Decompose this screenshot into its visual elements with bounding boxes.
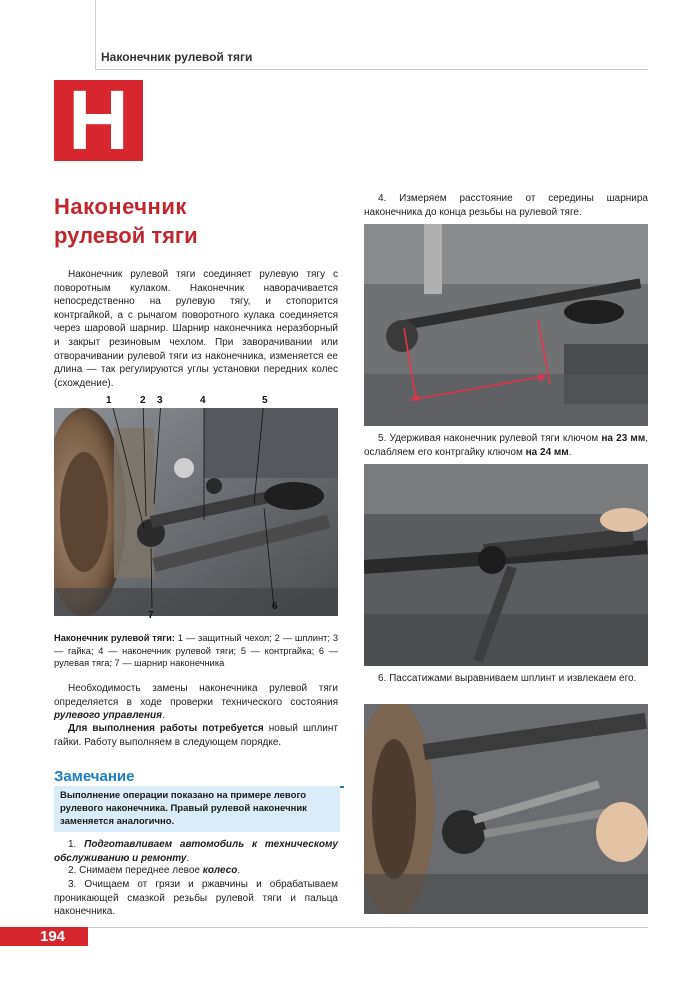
body-paragraph-1 bbox=[54, 682, 338, 723]
intro-paragraph bbox=[54, 268, 338, 390]
footer-divider bbox=[88, 927, 648, 928]
section-letter-badge bbox=[54, 73, 143, 167]
page-number: 194 bbox=[40, 928, 66, 945]
figure-main-caption bbox=[54, 632, 338, 670]
measure-distance-illustration bbox=[364, 224, 648, 426]
page-title-line1: Наконечник bbox=[54, 194, 187, 219]
step-5-end: . bbox=[568, 446, 572, 458]
step-5-size-1: на 23 мм bbox=[601, 433, 646, 444]
figure-main-photo bbox=[54, 408, 338, 616]
body-p1-end: . bbox=[162, 710, 165, 722]
page-title bbox=[54, 192, 314, 250]
step-2-text: 2. Снимаем переднее левое bbox=[68, 865, 203, 876]
body-p2-bold: Для выполнения работы потребуется bbox=[68, 723, 264, 734]
figure-step6-photo bbox=[364, 704, 648, 914]
step-3 bbox=[54, 878, 338, 919]
step-1-end: . bbox=[186, 852, 190, 864]
link-steering-control[interactable]: рулевого управления bbox=[54, 710, 163, 722]
callout-5: 5 bbox=[262, 395, 268, 406]
caption-text: 1 — защитный чехол; 2 — шплинт; 3 — гайка; 4 — наконечник рулевой тяги; 5 — контргайка; 6 — рулевая тяга; 7 — шарнир наконечника bbox=[54, 633, 338, 668]
step-2 bbox=[54, 864, 338, 878]
intro-text: Наконечник рулевой тяги соединяет рулевую тягу с поворотным кулаком. Наконечник наворачивается непосредственно на рулевую тягу, и стопорится контргайкой, а с рычагом поворотного кулака соединяется через шаровой шарнир. Шарнир наконечника неразборный и закрыт резиновым чехлом. При заворачивании или отворачивании рулевой тяги из наконечника, изменяется ее длина — так регулируются углы установки передних колес (схождение). bbox=[54, 269, 338, 389]
step-4-text: 4. Измеряем расстояние от середины шарнира наконечника до конца резьбы на рулевой тяге. bbox=[364, 193, 648, 218]
step-5-mid: , ослабляем его контргайку ключом bbox=[364, 433, 648, 458]
steering-tie-rod-end-illustration bbox=[54, 408, 338, 616]
step-4 bbox=[364, 192, 648, 219]
body-paragraph-2 bbox=[54, 722, 338, 749]
note-heading: Замечание bbox=[54, 768, 344, 788]
figure-step4-photo bbox=[364, 224, 648, 426]
note-text: Выполнение операции показано на примере левого рулевого наконечника. Правый рулевой наконечник заменяется аналогично. bbox=[60, 790, 307, 827]
step-3-text: 3. Очищаем от грязи и ржавчины и обрабатываем проникающей смазкой резьбы рулевой тяги и пальца наконечника. bbox=[54, 879, 338, 918]
section-letter: Н bbox=[68, 73, 129, 167]
step-1-number: 1. bbox=[68, 839, 85, 850]
wrench-loosen-illustration bbox=[364, 464, 648, 666]
step-5-size-2: на 24 мм bbox=[525, 446, 569, 458]
callout-4: 4 bbox=[200, 395, 206, 406]
step-6 bbox=[364, 672, 648, 686]
callout-7: 7 bbox=[148, 610, 154, 621]
running-header-title: Наконечник рулевой тяги bbox=[101, 50, 253, 64]
link-wheel[interactable]: колесо bbox=[202, 865, 238, 876]
body-p1-text: Необходимость замены наконечника рулевой тяги определяется в ходе проверки технического состояния bbox=[54, 683, 338, 708]
step-6-text: 6. Пассатижами выравниваем шплинт и извлекаем его. bbox=[378, 673, 637, 684]
callout-6: 6 bbox=[272, 601, 278, 612]
figure-step5-photo bbox=[364, 464, 648, 666]
step-2-end: . bbox=[237, 865, 241, 876]
callout-1: 1 bbox=[106, 395, 112, 406]
step-5 bbox=[364, 432, 648, 459]
page-title-line2: рулевой тяги bbox=[54, 223, 198, 248]
running-header bbox=[95, 44, 648, 70]
callout-3: 3 bbox=[157, 395, 163, 406]
note-box bbox=[54, 786, 340, 832]
link-prepare-vehicle[interactable]: Подготавливаем автомобиль к техническому обслуживанию и ремонту bbox=[54, 839, 338, 864]
callout-2: 2 bbox=[140, 395, 146, 406]
step-5-text: 5. Удерживая наконечник рулевой тяги ключом bbox=[378, 433, 602, 444]
body-p2-text: новый шплинт гайки. Работу выполняем в следующем порядке. bbox=[54, 723, 338, 748]
pliers-cotter-pin-illustration bbox=[364, 704, 648, 914]
step-1 bbox=[54, 838, 338, 865]
caption-lead: Наконечник рулевой тяги: bbox=[54, 633, 175, 643]
